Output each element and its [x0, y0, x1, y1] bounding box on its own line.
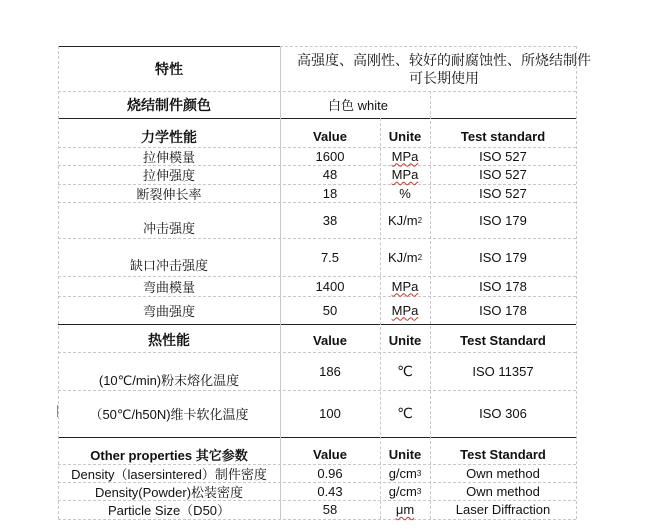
- standard-column-header: Test Standard: [460, 446, 546, 462]
- feature-value: 高强度、高刚性、较好的耐腐蚀性、所烧结制件可长期使用: [297, 51, 591, 86]
- property-unit: MPa: [391, 278, 419, 294]
- property-name: Particle Size（D50）: [107, 503, 231, 518]
- value-column-header: Value: [313, 446, 347, 462]
- table-row: [58, 390, 576, 437]
- property-unit: ℃: [397, 362, 413, 379]
- table-row: [58, 296, 576, 324]
- property-value: 0.96: [317, 465, 343, 481]
- property-value: 18: [322, 185, 338, 201]
- property-value: 58: [322, 502, 338, 517]
- table-row: [58, 238, 576, 276]
- property-value: 48: [322, 167, 338, 182]
- standard-column-header: Test standard: [460, 129, 546, 144]
- property-value: 0.43: [317, 483, 343, 499]
- property-value: 100: [319, 406, 341, 421]
- property-unit: KJ/m 2: [387, 249, 423, 265]
- property-name: 拉伸模量: [142, 149, 195, 165]
- property-standard: ISO 527: [479, 167, 527, 182]
- property-name: (10℃/min)粉末熔化温度: [98, 372, 240, 388]
- unite-column-header: Unite: [388, 446, 422, 462]
- table-row: [58, 352, 576, 390]
- property-value: 186: [319, 363, 341, 379]
- value-column-header: Value: [313, 129, 347, 144]
- property-unit: MPa: [391, 167, 419, 182]
- value-column-header: Value: [313, 332, 347, 348]
- property-unit: KJ/m 2: [387, 212, 423, 228]
- gridline: [58, 519, 576, 520]
- property-name: 弯曲强度: [142, 303, 195, 319]
- property-unit: g/cm 3: [388, 483, 422, 499]
- property-standard: Own method: [466, 465, 540, 481]
- property-unit: %: [399, 185, 411, 201]
- property-name: 弯曲模量: [142, 279, 195, 295]
- unite-column-header: Unite: [388, 332, 422, 348]
- property-value: 1600: [315, 148, 345, 164]
- other-header-row: [58, 444, 576, 464]
- table-row: [58, 276, 576, 296]
- property-unit: g/cm 3: [388, 465, 422, 481]
- property-standard: Laser Diffraction: [455, 502, 551, 517]
- property-name: Density（lasersintered）制件密度: [71, 466, 267, 482]
- property-standard: Own method: [466, 483, 540, 499]
- property-unit: μm: [395, 502, 415, 517]
- property-value: 1400: [315, 278, 345, 294]
- property-standard: ISO 527: [479, 148, 527, 164]
- color-value: 白色 white: [328, 98, 388, 113]
- property-name: 断裂伸长率: [136, 186, 202, 202]
- section-border: [58, 118, 576, 119]
- table-row: [58, 464, 576, 482]
- property-standard: ISO 306: [479, 406, 527, 421]
- property-standard: ISO 179: [479, 249, 527, 265]
- property-unit: MPa: [391, 302, 419, 318]
- property-name: （50℃/h50N)维卡软化温度: [89, 407, 249, 422]
- gridline-vertical: [576, 46, 577, 519]
- table-row: [58, 500, 576, 519]
- property-standard: ISO 11357: [472, 363, 534, 379]
- property-value: 50: [322, 302, 338, 318]
- property-name: Density(Powder)松装密度: [94, 484, 244, 500]
- property-value: 7.5: [320, 249, 340, 265]
- property-name: 拉伸强度: [142, 168, 195, 183]
- table-row: [58, 165, 576, 184]
- property-standard: ISO 527: [479, 185, 527, 201]
- table-row: [58, 202, 576, 238]
- feature-label: 特性: [155, 60, 183, 77]
- unite-column-header: Unite: [388, 129, 422, 144]
- thermal-title: 热性能: [148, 332, 190, 348]
- property-standard: ISO 178: [479, 278, 527, 294]
- mechanical-header-row: [58, 126, 576, 147]
- table-row: [58, 482, 576, 500]
- other-title: Other properties 其它参数: [90, 447, 248, 463]
- color-row: [58, 91, 576, 118]
- section-border: [58, 437, 576, 438]
- property-standard: ISO 179: [479, 212, 527, 228]
- mechanical-title: 力学性能: [141, 128, 197, 145]
- section-border: [58, 324, 576, 325]
- feature-row: [58, 46, 591, 91]
- table-row: [58, 184, 576, 202]
- property-name: 冲击强度: [142, 220, 195, 236]
- property-unit: MPa: [391, 148, 419, 164]
- property-standard: ISO 178: [479, 302, 527, 318]
- color-label: 烧结制件颜色: [127, 96, 211, 113]
- thermal-header-row: [58, 328, 576, 352]
- standard-column-header: Test Standard: [460, 332, 546, 348]
- table-row: [58, 147, 576, 165]
- property-unit: ℃: [397, 405, 413, 421]
- property-value: 38: [322, 212, 338, 228]
- property-name: 缺口冲击强度: [129, 258, 208, 273]
